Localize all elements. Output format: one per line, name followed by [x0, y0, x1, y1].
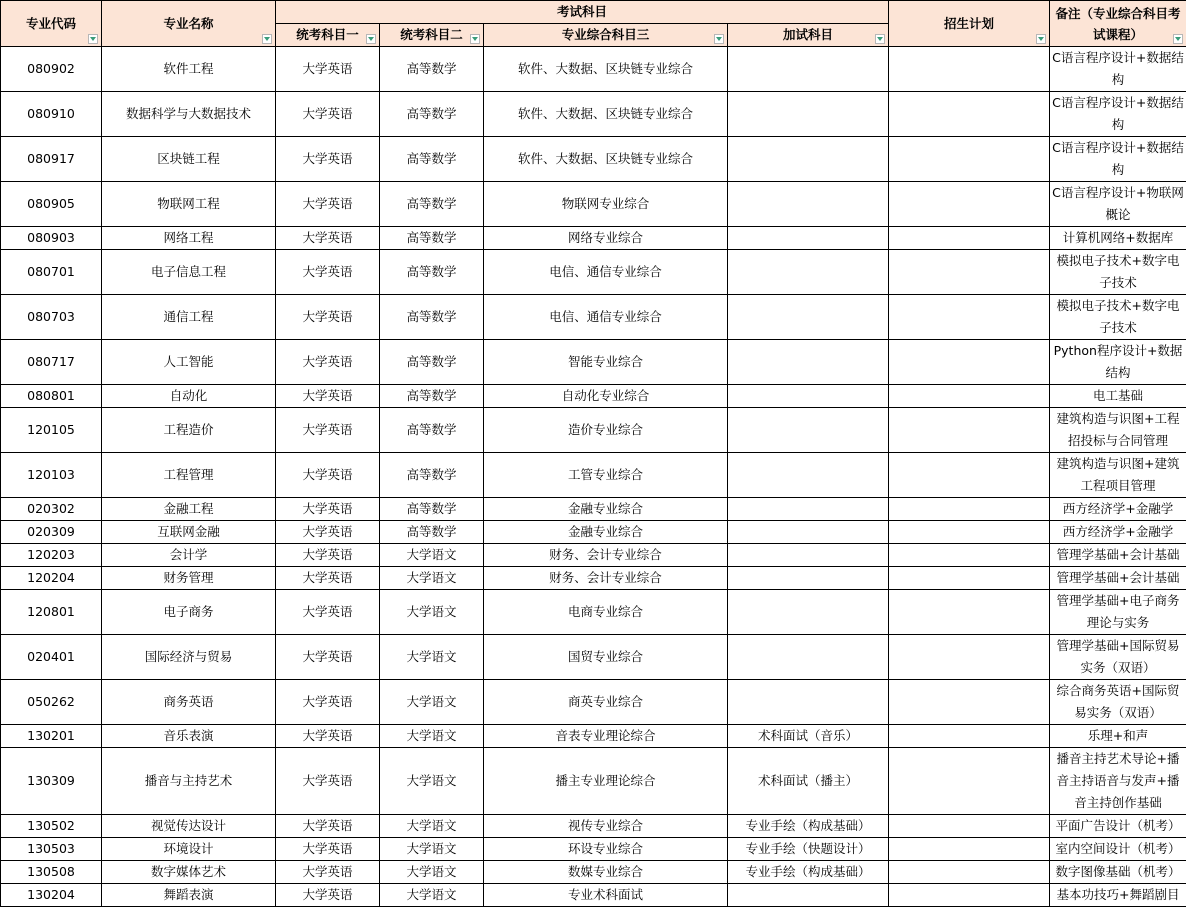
cell-subject3: 网络专业综合	[484, 227, 728, 250]
cell-note: 播音主持艺术导论+播音主持语音与发声+播音主持创作基础	[1050, 748, 1186, 815]
cell-subject1: 大学英语	[276, 544, 380, 567]
cell-code: 130508	[1, 861, 102, 884]
cell-subject2: 高等数学	[380, 521, 484, 544]
cell-plan	[889, 567, 1050, 590]
cell-name: 电子信息工程	[102, 250, 276, 295]
cell-code: 130502	[1, 815, 102, 838]
cell-extra	[728, 680, 889, 725]
cell-name: 区块链工程	[102, 137, 276, 182]
cell-subject1: 大学英语	[276, 227, 380, 250]
cell-name: 环境设计	[102, 838, 276, 861]
table-row	[1, 748, 1186, 815]
cell-note: 电工基础	[1050, 385, 1186, 408]
cell-code: 020302	[1, 498, 102, 521]
filter-dropdown-icon[interactable]	[1173, 34, 1183, 44]
header-subject3: 专业综合科目三	[484, 24, 728, 47]
header-note: 备注（专业综合科目考试课程）	[1050, 1, 1186, 47]
cell-note: 数字图像基础（机考）	[1050, 861, 1186, 884]
cell-note: 管理学基础+国际贸易实务（双语）	[1050, 635, 1186, 680]
cell-extra	[728, 635, 889, 680]
table-row	[1, 815, 1186, 838]
cell-subject3: 财务、会计专业综合	[484, 567, 728, 590]
cell-subject1: 大学英语	[276, 680, 380, 725]
cell-note: 综合商务英语+国际贸易实务（双语）	[1050, 680, 1186, 725]
cell-subject3: 物联网专业综合	[484, 182, 728, 227]
table-row	[1, 838, 1186, 861]
cell-subject2: 高等数学	[380, 227, 484, 250]
cell-plan	[889, 861, 1050, 884]
cell-note: C语言程序设计+物联网概论	[1050, 182, 1186, 227]
cell-subject1: 大学英语	[276, 521, 380, 544]
cell-name: 通信工程	[102, 295, 276, 340]
cell-name: 财务管理	[102, 567, 276, 590]
cell-subject2: 高等数学	[380, 92, 484, 137]
cell-subject1: 大学英语	[276, 590, 380, 635]
table-row	[1, 453, 1186, 498]
cell-plan	[889, 838, 1050, 861]
cell-name: 视觉传达设计	[102, 815, 276, 838]
cell-subject1: 大学英语	[276, 385, 380, 408]
cell-subject3: 金融专业综合	[484, 498, 728, 521]
cell-extra	[728, 92, 889, 137]
cell-plan	[889, 725, 1050, 748]
cell-code: 080903	[1, 227, 102, 250]
cell-name: 软件工程	[102, 47, 276, 92]
cell-subject1: 大学英语	[276, 92, 380, 137]
cell-note: 建筑构造与识图+建筑工程项目管理	[1050, 453, 1186, 498]
cell-extra	[728, 408, 889, 453]
cell-name: 金融工程	[102, 498, 276, 521]
cell-plan	[889, 815, 1050, 838]
cell-subject2: 高等数学	[380, 47, 484, 92]
cell-subject3: 国贸专业综合	[484, 635, 728, 680]
filter-dropdown-icon[interactable]	[875, 34, 885, 44]
table-row	[1, 861, 1186, 884]
table-row	[1, 680, 1186, 725]
cell-plan	[889, 385, 1050, 408]
cell-name: 数据科学与大数据技术	[102, 92, 276, 137]
filter-dropdown-icon[interactable]	[88, 34, 98, 44]
cell-subject2: 大学语文	[380, 635, 484, 680]
cell-subject1: 大学英语	[276, 295, 380, 340]
cell-code: 080910	[1, 92, 102, 137]
cell-subject1: 大学英语	[276, 340, 380, 385]
cell-name: 网络工程	[102, 227, 276, 250]
cell-code: 080701	[1, 250, 102, 295]
cell-subject2: 高等数学	[380, 385, 484, 408]
filter-dropdown-icon[interactable]	[1036, 34, 1046, 44]
cell-subject3: 软件、大数据、区块链专业综合	[484, 47, 728, 92]
cell-extra	[728, 182, 889, 227]
cell-subject1: 大学英语	[276, 838, 380, 861]
cell-code: 020309	[1, 521, 102, 544]
cell-code: 050262	[1, 680, 102, 725]
cell-extra: 专业手绘（构成基础）	[728, 861, 889, 884]
cell-code: 130309	[1, 748, 102, 815]
cell-name: 国际经济与贸易	[102, 635, 276, 680]
cell-plan	[889, 227, 1050, 250]
cell-extra	[728, 590, 889, 635]
cell-code: 080717	[1, 340, 102, 385]
header-subject1: 统考科目一	[276, 24, 380, 47]
cell-plan	[889, 748, 1050, 815]
cell-subject1: 大学英语	[276, 250, 380, 295]
cell-plan	[889, 250, 1050, 295]
cell-subject2: 高等数学	[380, 295, 484, 340]
cell-subject2: 大学语文	[380, 567, 484, 590]
cell-subject3: 音表专业理论综合	[484, 725, 728, 748]
cell-note: C语言程序设计+数据结构	[1050, 92, 1186, 137]
cell-code: 120103	[1, 453, 102, 498]
cell-subject3: 软件、大数据、区块链专业综合	[484, 92, 728, 137]
cell-subject2: 高等数学	[380, 453, 484, 498]
cell-subject2: 大学语文	[380, 725, 484, 748]
cell-extra	[728, 385, 889, 408]
filter-dropdown-icon[interactable]	[470, 34, 480, 44]
cell-extra	[728, 498, 889, 521]
cell-subject2: 大学语文	[380, 544, 484, 567]
table-row	[1, 47, 1186, 92]
cell-subject3: 自动化专业综合	[484, 385, 728, 408]
cell-subject1: 大学英语	[276, 635, 380, 680]
cell-code: 130201	[1, 725, 102, 748]
cell-extra	[728, 227, 889, 250]
cell-extra: 专业手绘（快题设计）	[728, 838, 889, 861]
cell-name: 音乐表演	[102, 725, 276, 748]
header-name: 专业名称	[102, 1, 276, 47]
cell-subject2: 大学语文	[380, 590, 484, 635]
cell-note: 建筑构造与识图+工程招投标与合同管理	[1050, 408, 1186, 453]
cell-subject3: 播主专业理论综合	[484, 748, 728, 815]
cell-name: 互联网金融	[102, 521, 276, 544]
cell-name: 数字媒体艺术	[102, 861, 276, 884]
cell-subject3: 电信、通信专业综合	[484, 250, 728, 295]
table-row	[1, 498, 1186, 521]
cell-extra	[728, 295, 889, 340]
cell-subject1: 大学英语	[276, 815, 380, 838]
cell-extra	[728, 521, 889, 544]
cell-subject1: 大学英语	[276, 725, 380, 748]
cell-plan	[889, 137, 1050, 182]
cell-subject1: 大学英语	[276, 884, 380, 907]
cell-extra	[728, 340, 889, 385]
cell-subject1: 大学英语	[276, 567, 380, 590]
filter-dropdown-icon[interactable]	[262, 34, 272, 44]
table-row	[1, 521, 1186, 544]
cell-subject1: 大学英语	[276, 182, 380, 227]
cell-name: 工程造价	[102, 408, 276, 453]
cell-plan	[889, 47, 1050, 92]
table-row	[1, 250, 1186, 295]
cell-subject3: 数媒专业综合	[484, 861, 728, 884]
cell-code: 080917	[1, 137, 102, 182]
cell-plan	[889, 92, 1050, 137]
cell-subject3: 智能专业综合	[484, 340, 728, 385]
cell-subject3: 财务、会计专业综合	[484, 544, 728, 567]
cell-subject1: 大学英语	[276, 498, 380, 521]
cell-plan	[889, 408, 1050, 453]
cell-subject2: 高等数学	[380, 498, 484, 521]
cell-note: 管理学基础+会计基础	[1050, 544, 1186, 567]
header-subject2: 统考科目二	[380, 24, 484, 47]
cell-subject1: 大学英语	[276, 453, 380, 498]
cell-plan	[889, 590, 1050, 635]
cell-subject2: 高等数学	[380, 408, 484, 453]
cell-extra	[728, 137, 889, 182]
cell-plan	[889, 498, 1050, 521]
cell-subject2: 大学语文	[380, 680, 484, 725]
filter-dropdown-icon[interactable]	[366, 34, 376, 44]
cell-name: 工程管理	[102, 453, 276, 498]
cell-name: 电子商务	[102, 590, 276, 635]
cell-subject3: 造价专业综合	[484, 408, 728, 453]
cell-name: 自动化	[102, 385, 276, 408]
cell-subject2: 大学语文	[380, 884, 484, 907]
cell-plan	[889, 680, 1050, 725]
cell-subject3: 电信、通信专业综合	[484, 295, 728, 340]
cell-code: 120204	[1, 567, 102, 590]
cell-note: 基本功技巧+舞蹈剧目	[1050, 884, 1186, 907]
cell-subject3: 金融专业综合	[484, 521, 728, 544]
cell-name: 会计学	[102, 544, 276, 567]
cell-note: Python程序设计+数据结构	[1050, 340, 1186, 385]
cell-name: 播音与主持艺术	[102, 748, 276, 815]
cell-code: 130503	[1, 838, 102, 861]
table-row	[1, 590, 1186, 635]
cell-code: 120203	[1, 544, 102, 567]
cell-extra: 术科面试（音乐）	[728, 725, 889, 748]
cell-subject2: 大学语文	[380, 748, 484, 815]
cell-code: 120801	[1, 590, 102, 635]
cell-extra	[728, 544, 889, 567]
cell-note: 平面广告设计（机考）	[1050, 815, 1186, 838]
table-row	[1, 340, 1186, 385]
filter-dropdown-icon[interactable]	[714, 34, 724, 44]
cell-plan	[889, 635, 1050, 680]
cell-code: 080801	[1, 385, 102, 408]
table-row	[1, 137, 1186, 182]
cell-subject3: 工管专业综合	[484, 453, 728, 498]
cell-subject1: 大学英语	[276, 748, 380, 815]
cell-plan	[889, 521, 1050, 544]
cell-code: 130204	[1, 884, 102, 907]
cell-extra	[728, 250, 889, 295]
cell-subject3: 电商专业综合	[484, 590, 728, 635]
cell-subject3: 商英专业综合	[484, 680, 728, 725]
table-row	[1, 408, 1186, 453]
cell-extra: 专业手绘（构成基础）	[728, 815, 889, 838]
table-row	[1, 385, 1186, 408]
cell-name: 舞蹈表演	[102, 884, 276, 907]
cell-note: 计算机网络+数据库	[1050, 227, 1186, 250]
cell-extra	[728, 884, 889, 907]
cell-code: 020401	[1, 635, 102, 680]
cell-plan	[889, 884, 1050, 907]
cell-subject3: 软件、大数据、区块链专业综合	[484, 137, 728, 182]
table-row	[1, 92, 1186, 137]
header-plan: 招生计划	[889, 1, 1050, 47]
cell-extra: 术科面试（播主）	[728, 748, 889, 815]
cell-note: 模拟电子技术+数字电子技术	[1050, 295, 1186, 340]
table-row	[1, 227, 1186, 250]
cell-note: 西方经济学+金融学	[1050, 521, 1186, 544]
cell-subject1: 大学英语	[276, 137, 380, 182]
cell-note: C语言程序设计+数据结构	[1050, 137, 1186, 182]
cell-subject2: 高等数学	[380, 250, 484, 295]
cell-code: 080902	[1, 47, 102, 92]
table-row	[1, 567, 1186, 590]
table-row	[1, 725, 1186, 748]
cell-plan	[889, 340, 1050, 385]
cell-plan	[889, 295, 1050, 340]
cell-plan	[889, 453, 1050, 498]
cell-note: 管理学基础+电子商务理论与实务	[1050, 590, 1186, 635]
cell-subject2: 高等数学	[380, 340, 484, 385]
table-row	[1, 182, 1186, 227]
cell-code: 080703	[1, 295, 102, 340]
cell-subject2: 高等数学	[380, 182, 484, 227]
cell-plan	[889, 182, 1050, 227]
cell-subject2: 大学语文	[380, 815, 484, 838]
cell-note: 室内空间设计（机考）	[1050, 838, 1186, 861]
table-row	[1, 884, 1186, 907]
cell-plan	[889, 544, 1050, 567]
cell-subject1: 大学英语	[276, 861, 380, 884]
cell-note: 管理学基础+会计基础	[1050, 567, 1186, 590]
header-code: 专业代码	[1, 1, 102, 47]
cell-extra	[728, 453, 889, 498]
cell-subject2: 大学语文	[380, 861, 484, 884]
table-row	[1, 295, 1186, 340]
table-row	[1, 544, 1186, 567]
cell-subject1: 大学英语	[276, 47, 380, 92]
cell-subject1: 大学英语	[276, 408, 380, 453]
header-exam-group: 考试科目	[276, 1, 889, 24]
cell-code: 120105	[1, 408, 102, 453]
cell-subject3: 视传专业综合	[484, 815, 728, 838]
cell-code: 080905	[1, 182, 102, 227]
cell-subject2: 大学语文	[380, 838, 484, 861]
table-row	[1, 635, 1186, 680]
cell-name: 商务英语	[102, 680, 276, 725]
cell-subject2: 高等数学	[380, 137, 484, 182]
cell-extra	[728, 567, 889, 590]
cell-name: 人工智能	[102, 340, 276, 385]
cell-note: 西方经济学+金融学	[1050, 498, 1186, 521]
header-extra: 加试科目	[728, 24, 889, 47]
cell-extra	[728, 47, 889, 92]
cell-note: C语言程序设计+数据结构	[1050, 47, 1186, 92]
cell-subject3: 专业术科面试	[484, 884, 728, 907]
cell-note: 乐理+和声	[1050, 725, 1186, 748]
cell-name: 物联网工程	[102, 182, 276, 227]
cell-subject3: 环设专业综合	[484, 838, 728, 861]
cell-note: 模拟电子技术+数字电子技术	[1050, 250, 1186, 295]
